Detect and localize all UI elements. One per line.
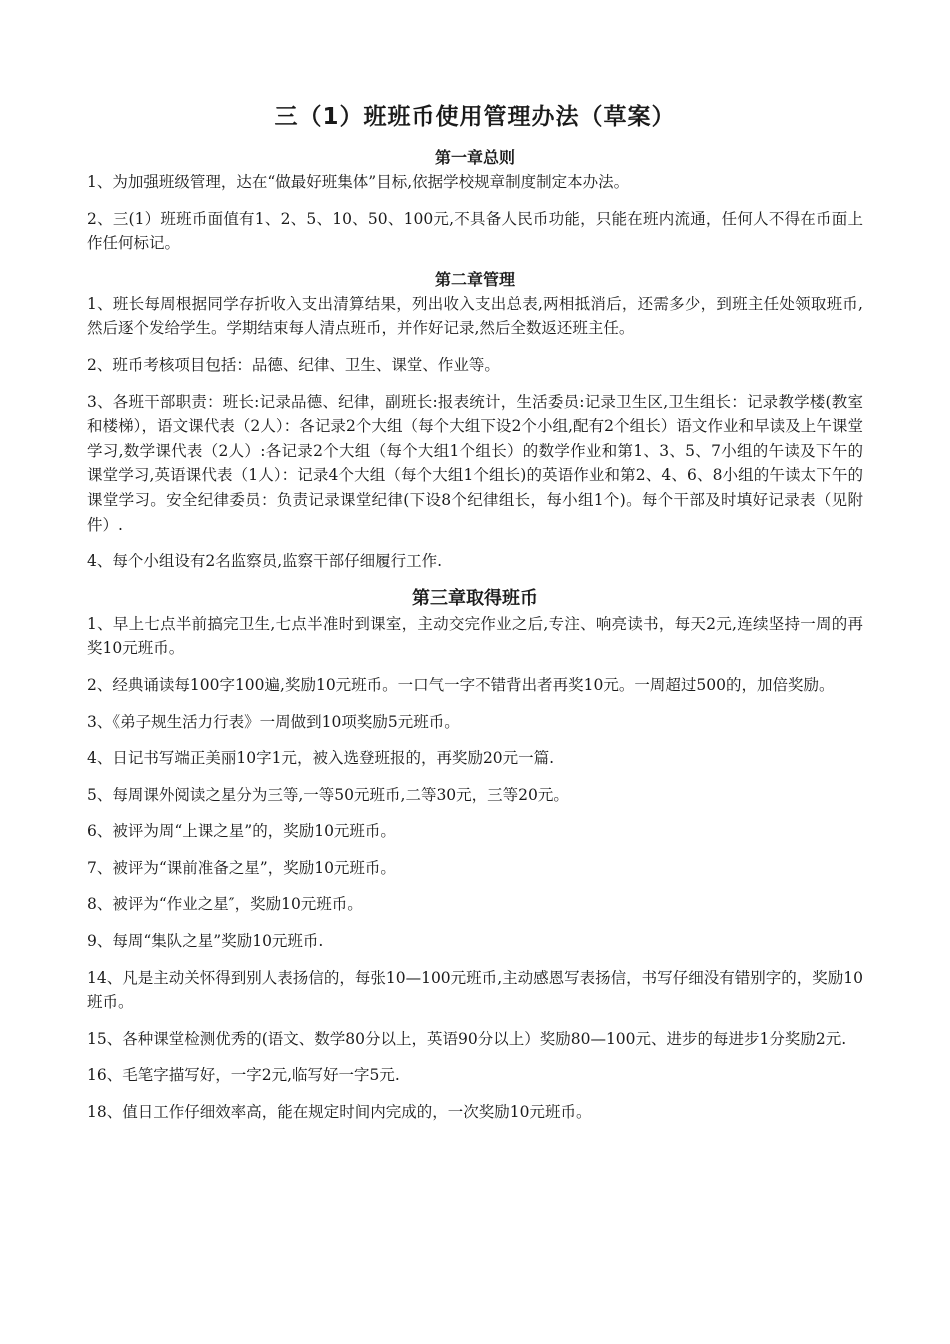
chapter-title: 第一章总则 [434, 148, 515, 167]
paragraph: 1、为加强班级管理，达在“做最好班集体”目标,依据学校规章制度制定本办法。 [87, 173, 630, 191]
document-page [87, 102, 863, 1137]
paragraph: 1、早上七点半前搞完卫生,七点半准时到课室，主动交完作业之后,专注、响亮读书，每天2元,连续坚持一周的再奖10元班币。 [87, 614, 863, 658]
paragraph: 2、三(1）班班币面值有1、2、5、10、50、100元,不具备人民币功能，只能在班内流通，任何人不得在币面上作任何标记。 [87, 209, 863, 253]
chapter-3 [87, 586, 863, 1125]
paragraph: 4、每个小组设有2名监察员,监察干部仔细履行工作. [87, 552, 443, 571]
chapter-2 [87, 268, 863, 574]
paragraph: 16、毛笔字描写好，一字2元,临写好一字5元. [87, 1066, 400, 1085]
paragraph: 4、日记书写端正美丽10字1元，被入选登班报的，再奖励20元一篇. [87, 749, 555, 768]
paragraph: 15、各种课堂检测优秀的(语文、数学80分以上，英语90分以上）奖励80—100元、进步的每进步1分奖励2元. [87, 1029, 847, 1048]
paragraph: 14、凡是主动关怀得到别人表扬信的，每张10—100元班币,主动感恩写表扬信，书写仔细没有错别字的，奖励10班币。 [87, 968, 863, 1012]
paragraph: 1、班长每周根据同学存折收入支出清算结果，列出收入支出总表,两相抵消后，还需多少，到班主任处领取班币,然后逐个发给学生。学期结束每人清点班币，并作好记录,然后全数返还班主任。 [87, 294, 863, 338]
chapter-1 [87, 146, 863, 256]
paragraph: 2、经典诵读每100字100遍,奖励10元班币。一口气一字不错背出者再奖10元。一周超过500的，加倍奖励。 [87, 675, 835, 694]
chapter-title: 第三章取得班币 [412, 587, 538, 609]
paragraph: 5、每周课外阅读之星分为三等,一等50元班币,二等30元，三等20元。 [87, 785, 569, 804]
paragraph: 2、班币考核项目包括：品德、纪律、卫生、课堂、作业等。 [87, 355, 500, 374]
chapter-title: 第二章管理 [434, 269, 515, 289]
paragraph: 6、被评为周“上课之星”的，奖励10元班币。 [87, 822, 396, 841]
paragraph: 9、每周“集队之星”奖励10元班币. [87, 932, 324, 951]
paragraph: 18、值日工作仔细效率高，能在规定时间内完成的，一次奖励10元班币。 [87, 1103, 592, 1122]
paragraph: 3、《弟子规生活力行表》一周做到10项奖励5元班币。 [87, 712, 460, 731]
paragraph: 8、被评为“作业之星″，奖励10元班币。 [87, 895, 363, 914]
paragraph: 3、各班干部职责：班长:记录品德、纪律，副班长:报表统计，生活委员:记录卫生区,卫生组长：记录教学楼(教室和楼梯），语文课代表（2人）：各记录2个大组（每个大组下设2个小组,配有2个组长）语文作业和早读及上午课堂学习,数学课代表（2人）:各记录2个大组（每个大组1个组长）的数学作业和第1、3、5、7小组的午读及下午的课堂学习,英语课代表（1人）：记录4个大组（每个大组1个组长)的英语作业和第2、4、6、8小组的午读太下午的课堂学习。安全纪律委员：负责记录课堂纪律(下设8个纪律组长，每小组1个)。每个干部及时填好记录表（见附件）. [87, 392, 863, 534]
document-title: 三（1）班班币使用管理办法（草案） [274, 104, 676, 130]
paragraph: 7、被评为“课前准备之星”，奖励10元班币。 [87, 858, 396, 877]
